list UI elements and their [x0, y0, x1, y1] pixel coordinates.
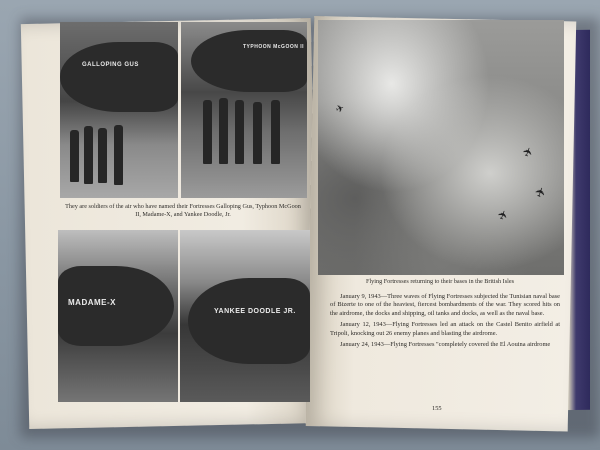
nose-art-text: MADAME-X	[68, 298, 116, 307]
crew-figure	[271, 100, 280, 164]
nose-art-text: TYPHOON McGOON II	[243, 44, 305, 50]
crew-figure	[203, 100, 212, 164]
airplane-icon: ✈	[519, 144, 537, 160]
paragraph: January 12, 1943—Flying Fortresses led an attack on the Castel Benito airfield at Tripoli, knocking out 26 enemy planes and blasting the airdrome.	[330, 321, 560, 337]
airplane-icon: ✈	[334, 102, 347, 117]
bomber-fuselage	[188, 278, 310, 364]
left-page-caption: They are soldiers of the air who have named their Fortresses Galloping Gus, Typhoon McGoon II, Madame-X, and Yankee Doodle, Jr.	[65, 203, 301, 218]
photo-yankee-doodle	[180, 230, 310, 402]
paragraph: January 9, 1943—Three waves of Flying Fortresses subjected the Tunisian naval base of Bizerte to one of the heaviest, fiercest bombardments of the war. They scored hits on the airdrome, the docks and shipping, oil tanks and docks, as well as the naval base.	[330, 293, 560, 317]
right-page-caption: Flying Fortresses returning to their bases in the British Isles	[366, 278, 514, 285]
crew-figure	[253, 102, 262, 164]
crew-figure	[70, 130, 79, 182]
airplane-icon: ✈	[494, 207, 512, 223]
body-text	[330, 293, 560, 352]
crew-figure	[235, 100, 244, 164]
paragraph: January 24, 1943—Flying Fortresses "completely covered the El Aouina airdrome	[340, 341, 551, 349]
page-number: 155	[432, 405, 442, 412]
airplane-icon: ✈	[532, 184, 551, 201]
photo-typhoon-mcgoon	[181, 22, 307, 198]
bomber-fuselage	[191, 30, 307, 92]
photo-galloping-gus	[60, 22, 178, 198]
photo-madame-x	[58, 230, 178, 402]
crew-figure	[98, 128, 107, 183]
nose-art-text: GALLOPING GUS	[82, 62, 139, 68]
crew-figure	[114, 125, 123, 185]
nose-art-text: YANKEE DOODLE JR.	[214, 308, 296, 315]
photo-fortresses-in-clouds	[318, 20, 564, 275]
crew-figure	[219, 98, 228, 164]
crew-figure	[84, 126, 93, 184]
bomber-fuselage	[60, 42, 178, 112]
